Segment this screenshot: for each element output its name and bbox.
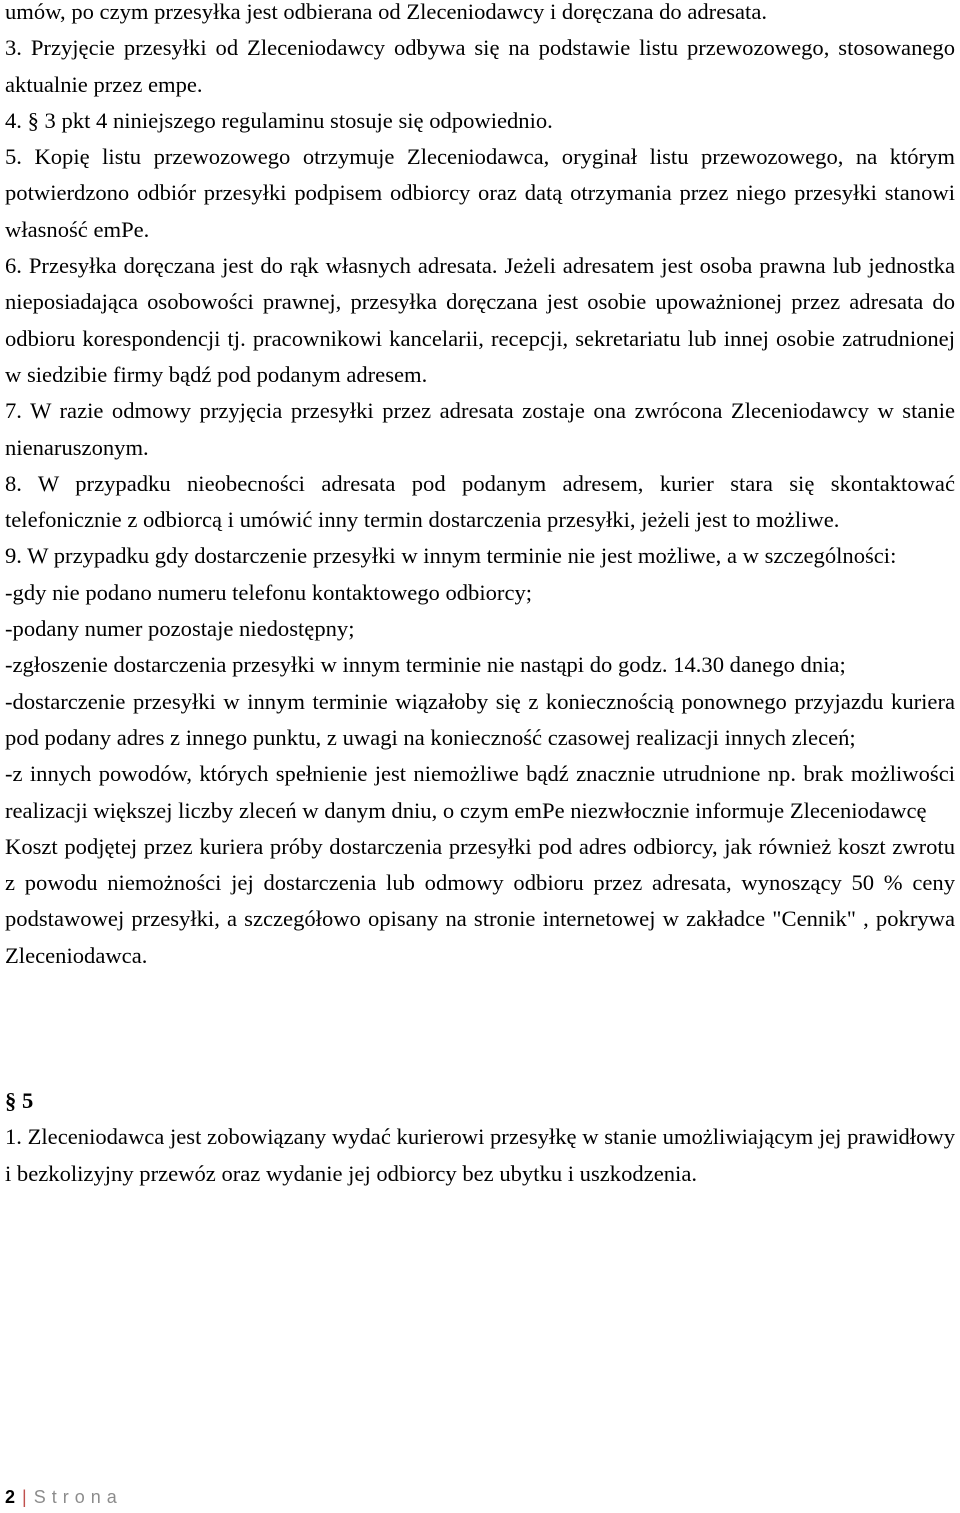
section-gap [5, 974, 955, 1083]
paragraph-continuation: umów, po czym przesyłka jest odbierana od Zleceniodawcy i doręczana do adresata. [5, 0, 768, 24]
paragraph-item-9: 9. W przypadku gdy dostarczenie przesyłki w innym terminie nie jest możliwe, a w szczególności: [5, 543, 897, 569]
paragraph-item-6: 6. Przesyłka doręczana jest do rąk własnych adresata. Jeżeli adresatem jest osoba prawna lub jednostka nieposiadająca osobowości prawnej, przesyłka doręczana jest osobie upoważnionej przez adresata do odbioru korespondencji tj. pracownikowi kancelarii, recepcji, sekretariatu lub innej osobie zatrudnionej w siedzibie firmy bądź pod podanym adresem. [5, 253, 955, 387]
list-item: -podany numer pozostaje niedostępny; [5, 616, 355, 642]
list-item: -gdy nie podano numeru telefonu kontaktowego odbiorcy; [5, 579, 533, 605]
page-footer [5, 1485, 123, 1509]
list-item: -zgłoszenie dostarczenia przesyłki w innym terminie nie nastąpi do godz. 14.30 danego dnia; [5, 652, 846, 678]
footer-page-label: Strona [33, 1487, 123, 1507]
list-item: -dostarczenie przesyłki w innym terminie wiązałoby się z koniecznością ponownego przyjazdu kuriera pod podany adres z innego punktu, z uwagi na konieczność czasowej realizacji innych zleceń; [5, 688, 955, 750]
document-body [5, 0, 955, 1192]
paragraph-item-7: 7. W razie odmowy przyjęcia przesyłki przez adresata zostaje ona zwrócona Zleceniodawcy w stanie nienaruszonym. [5, 398, 955, 460]
list-item: -z innych powodów, których spełnienie jest niemożliwe bądź znacznie utrudnione np. brak możliwości realizacji większej liczby zleceń w danym dniu, o czym emPe niezwłocznie informuje Zleceniodawcę [5, 761, 955, 823]
page-number: 2 [5, 1487, 16, 1507]
footer-separator: | [22, 1487, 27, 1507]
section-paragraph-1: 1. Zleceniodawca jest zobowiązany wydać kurierowi przesyłkę w stanie umożliwiającym jej prawidłowy i bezkolizyjny przewóz oraz wydanie jej odbiorcy bez ubytku i uszkodzenia. [5, 1124, 955, 1186]
paragraph-item-5: 5. Kopię listu przewozowego otrzymuje Zleceniodawca, oryginał listu przewozowego, na którym potwierdzono odbiór przesyłki podpisem odbiorcy oraz datą otrzymania przez niego przesyłki stanowi własność emPe. [5, 144, 955, 242]
paragraph-item-3: 3. Przyjęcie przesyłki od Zleceniodawcy odbywa się na podstawie listu przewozowego, stosowanego aktualnie przez empe. [5, 35, 955, 97]
section-heading: § 5 [5, 1088, 34, 1114]
paragraph-item-8: 8. W przypadku nieobecności adresata pod podanym adresem, kurier stara się skontaktować telefonicznie z odbiorcą i umówić inny termin dostarczenia przesyłki, jeżeli jest to możliwe. [5, 470, 955, 533]
paragraph-cost: Koszt podjętej przez kuriera próby dostarczenia przesyłki pod adres odbiorcy, jak również koszt zwrotu z powodu niemożności jej dostarczenia lub odmowy odbioru przez adresata, wynoszący 50 % ceny podstawowej przesyłki, a szczegółowo opisany na stronie internetowej w zakładce "Cennik" , pokrywa Zleceniodawca. [5, 833, 955, 968]
paragraph-item-4: 4. § 3 pkt 4 niniejszego regulaminu stosuje się odpowiednio. [5, 107, 553, 133]
